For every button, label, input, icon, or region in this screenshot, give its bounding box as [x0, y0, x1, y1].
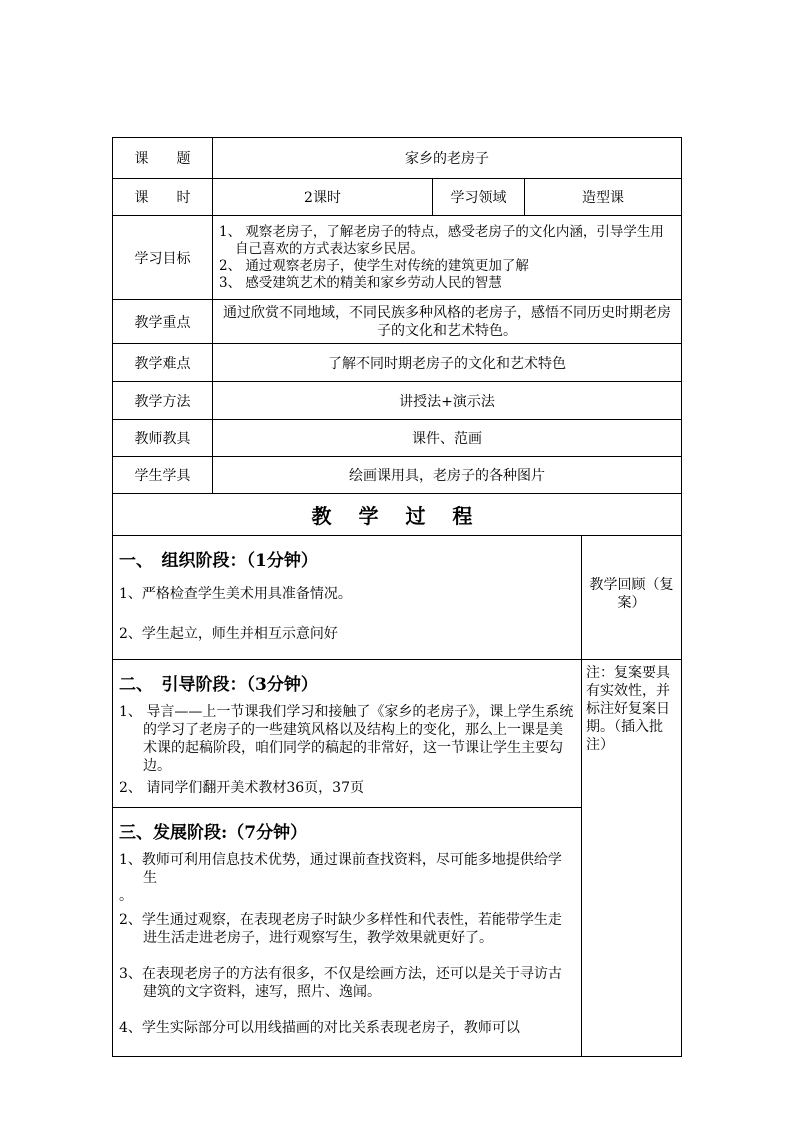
stage2-item: 2、 请同学们翻开美术教材36页，37页 — [119, 780, 364, 796]
topic-label: 课 题 — [113, 138, 213, 179]
stage2-item: 1、 导言——上一节课我们学习和接触了《家乡的老房子》，课上学生系统的学习了老房子的一些建筑风格以及结构上的变化，那么上一课是美术课的起稿阶段，咱们同学的稿起的非常好，这一节课让学生主要勾边。 — [119, 704, 574, 774]
field-value: 造型课 — [525, 179, 682, 216]
goal-item: 2、 通过观察老房子，使学生对传统的建筑更加了解 — [219, 257, 529, 274]
goal-item: 1、 观察老房子，了解老房子的特点，感受老房子的文化内涵，引导学生用自己喜欢的方式表达家乡民居。 — [219, 223, 664, 257]
lesson-plan-table — [112, 137, 682, 1057]
key-value: 通过欣赏不同地域，不同民族多种风格的老房子，感悟不同历史时期老房子的文化和艺术特色。 — [213, 300, 682, 344]
method-value: 讲授法+演示法 — [213, 382, 682, 420]
teacher-tools-label: 教师教具 — [113, 420, 213, 457]
review-note: 注：复案要具有实效性，并标注好复案日期。（插入批注） — [582, 660, 682, 1057]
stage3-item: 4、学生实际部分可以用线描画的对比关系表现老房子，教师可以 — [119, 1020, 520, 1036]
field-label: 学习领域 — [433, 179, 525, 216]
review-label: 教学回顾（复案） — [582, 536, 682, 660]
process-title: 教 学 过 程 — [113, 494, 682, 536]
lesson-plan-page — [112, 137, 681, 1057]
difficulty-label: 教学难点 — [113, 344, 213, 382]
stage1-section — [113, 536, 582, 660]
stage3-item: 3、在表现老房子的方法有很多，不仅是绘画方法，还可以是关于寻访古建筑的文字资料，速写，照片、逸闻。 — [119, 966, 562, 1000]
stage1-item: 2、学生起立，师生并相互示意问好 — [119, 626, 338, 642]
hours-label: 课 时 — [113, 179, 213, 216]
stage2-heading: 二、 引导阶段：（3分钟） — [119, 675, 318, 695]
stage3-heading: 三、发展阶段:（7分钟） — [119, 823, 308, 843]
stage3-item: 2、学生通过观察，在表现老房子时缺少多样性和代表性，若能带学生走进生活走进老房子，进行观察写生，教学效果就更好了。 — [119, 912, 562, 946]
stage3-item: 1、教师可利用信息技术优势，通过课前查找资料，尽可能多地提供给学生 — [119, 852, 562, 886]
stage3-item: 。 — [119, 888, 133, 904]
key-label: 教学重点 — [113, 300, 213, 344]
student-tools-label: 学生学具 — [113, 457, 213, 494]
method-label: 教学方法 — [113, 382, 213, 420]
stage1-item: 1、严格检查学生美术用具准备情况。 — [119, 586, 352, 602]
goal-item: 3、 感受建筑艺术的精美和家乡劳动人民的智慧 — [219, 274, 502, 291]
stage2-section — [113, 660, 582, 808]
student-tools-value: 绘画课用具，老房子的各种图片 — [213, 457, 682, 494]
teacher-tools-value: 课件、范画 — [213, 420, 682, 457]
goals-list — [213, 216, 682, 300]
stage1-heading: 一、 组织阶段：（1分钟） — [119, 551, 318, 571]
topic-value: 家乡的老房子 — [213, 138, 682, 179]
difficulty-value: 了解不同时期老房子的文化和艺术特色 — [213, 344, 682, 382]
hours-value: 2课时 — [213, 179, 433, 216]
stage3-section — [113, 808, 582, 1057]
goals-label: 学习目标 — [113, 216, 213, 300]
